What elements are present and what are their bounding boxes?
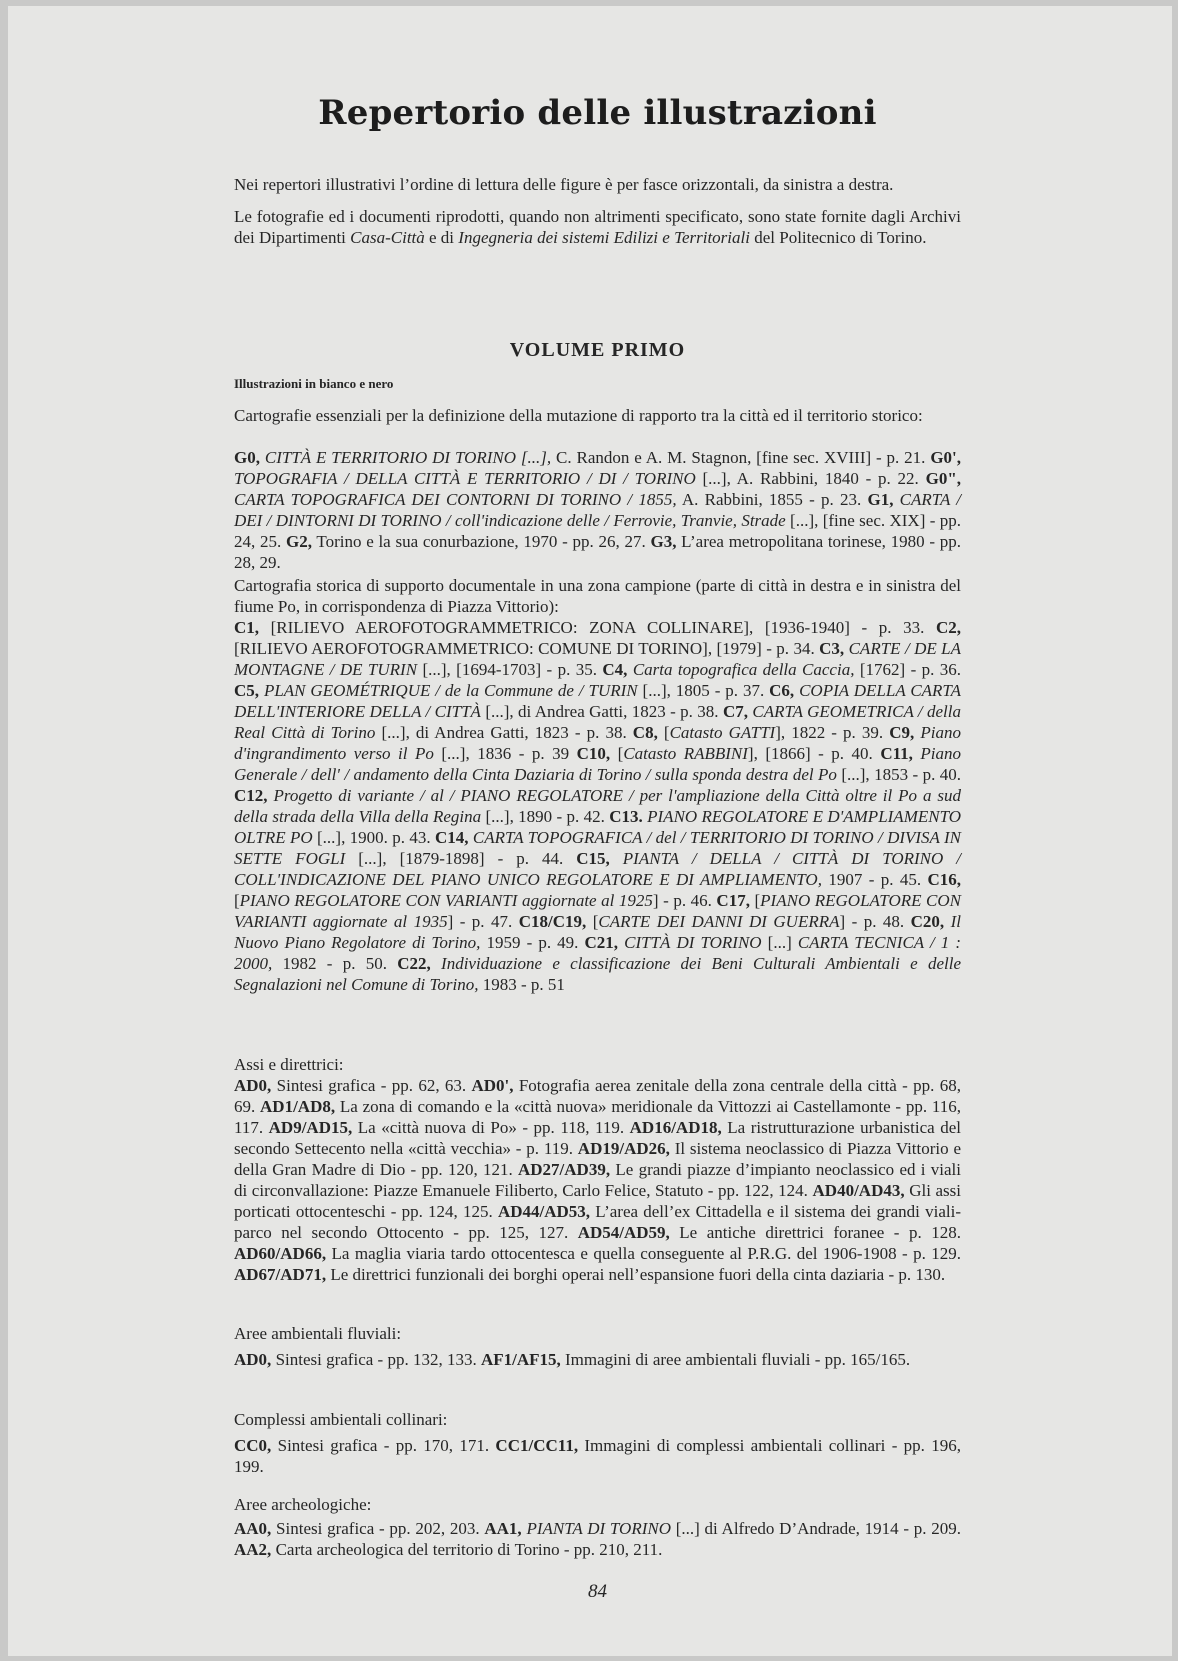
entry-text: Immagini di aree ambientali fluviali - pp. 165/165.: [560, 1350, 911, 1369]
entry-text: [...], di Andrea Gatti, 1823 - p. 38.: [480, 702, 723, 721]
assi-entries: [234, 1075, 961, 1285]
cartografie-heading: Cartografie essenziali per la definizione della mutazione di rapporto tra la città ed il territorio storico:: [234, 406, 923, 425]
entry-code: CC1/CC11,: [495, 1436, 579, 1455]
entry-code: G2,: [285, 532, 312, 551]
entry-text: [...], 1836 - p. 39: [433, 744, 577, 763]
section-subheading: Illustrazioni in bianco e nero: [234, 376, 394, 391]
entry-title: CARTE DEI DANNI DI GUERRA: [598, 912, 840, 931]
entry-text: [: [657, 723, 670, 742]
entry-title: COPIA DELLA CARTA DELL'INTERIORE DELLA / CITTÀ: [234, 681, 962, 721]
entry-text: Le grandi piazze d’impianto neoclassico ed i viali di circonvallazione: Piazze Emanuele Filiberto, Carlo Felice, Statuto - pp. 122, 124.: [234, 1160, 961, 1200]
entry-title: Individuazione e classificazione dei Beni Culturali Ambientali e delle Segnalazioni nel Comune di Torino,: [234, 954, 961, 994]
entry-text: Sintesi grafica - pp. 202, 203.: [271, 1519, 485, 1538]
entry-code: G0',: [930, 448, 962, 467]
entry-code: C1,: [234, 618, 260, 637]
entry-code: AD0',: [471, 1076, 514, 1095]
entry-text: Carta archeologica del territorio di Torino - pp. 210, 211.: [271, 1540, 663, 1559]
entry-text: La ristrutturazione urbanistica del secondo Settecento nella «città vecchia» - p. 119.: [234, 1118, 961, 1158]
entry-code: AA0,: [234, 1519, 272, 1538]
entry-text: 1907 - p. 45.: [821, 870, 928, 889]
entry-title: TOPOGRAFIA / DELLA CITTÀ E TERRITORIO / DI / TORINO: [234, 469, 696, 488]
entry-text: ], [1866] - p. 40.: [747, 744, 881, 763]
entry-code: C18/C19,: [518, 912, 587, 931]
entry-text: [: [610, 744, 624, 763]
archeologiche-heading: Aree archeologiche:: [234, 1495, 372, 1514]
entry-title: Piano d'ingrandimento verso il Po: [234, 723, 961, 763]
volume-heading: VOLUME PRIMO: [509, 339, 686, 361]
entry-code: C21,: [584, 933, 619, 952]
entry-code: C7,: [722, 702, 748, 721]
entry-text: Il sistema neoclassico di Piazza Vittorio e della Gran Madre di Dio - pp. 120, 121.: [234, 1139, 961, 1179]
entry-text: [1762] - p. 36.: [854, 660, 962, 679]
intro-sources: [234, 206, 961, 248]
entry-title: PIANO REGOLATORE E D'AMPLIAMENTO OLTRE PO: [234, 807, 962, 847]
entry-text: ], 1822 - p. 39.: [775, 723, 890, 742]
entry-code: C15,: [576, 849, 610, 868]
page: [8, 6, 1172, 1656]
page-number: 84: [588, 1581, 607, 1602]
entry-title: CARTA / DEI / DINTORNI DI TORINO / coll'indicazione delle / Ferrovie, Tranvie, Strade: [234, 490, 961, 530]
entry-title: PIANTA / DELLA / CITTÀ DI TORINO / COLL'INDICAZIONE DEL PIANO UNICO REGOLATORE E DI AMPLIAMENTO,: [234, 849, 962, 889]
entry-code: AD0,: [234, 1076, 272, 1095]
entry-text: L’area metropolitana torinese, 1980 - pp. 28, 29.: [234, 532, 962, 572]
intro-sources-text-2: e di: [424, 228, 459, 247]
entry-code: G3,: [650, 532, 677, 551]
entry-text: [...]: [761, 933, 798, 952]
entry-text: A. Rabbini, 1855 - p. 23.: [676, 490, 868, 509]
entry-code: C3,: [819, 639, 845, 658]
cartografie-entries: [234, 447, 961, 573]
entry-title: CITTÀ DI TORINO: [624, 933, 762, 952]
entry-code: AD19/AD26,: [577, 1139, 670, 1158]
entry-text: Sintesi grafica - pp. 170, 171.: [271, 1436, 496, 1455]
entry-code: AD16/AD18,: [629, 1118, 722, 1137]
entry-title: PIANO REGOLATORE CON VARIANTI aggiornate al 1925: [239, 891, 653, 910]
entry-text: C. Randon e A. M. Stagnon, [fine sec. XVIII] - p. 21.: [551, 448, 931, 467]
entry-text: [...] di Alfredo D’Andrade, 1914 - p. 209.: [670, 1519, 962, 1538]
assi-heading: Assi e direttrici:: [234, 1055, 344, 1074]
entry-text: ] - p. 48.: [839, 912, 911, 931]
entry-code: AD27/AD39,: [518, 1160, 611, 1179]
entry-text: [...], 1853 - p. 40.: [836, 765, 961, 784]
entry-text: 1983 - p. 51: [478, 975, 565, 994]
entry-title: Il Nuovo Piano Regolatore di Torino,: [234, 912, 961, 952]
entry-code: AF1/AF15,: [480, 1350, 561, 1369]
entry-code: C14,: [435, 828, 469, 847]
entry-text: Fotografia aerea zenitale della zona centrale della città - pp. 68, 69.: [234, 1076, 961, 1116]
aree-fluviali-entries: [234, 1349, 961, 1370]
entry-code: G0",: [925, 469, 962, 488]
entry-title: CARTA TOPOGRAFICA / del / TERRITORIO DI TORINO / DIVISA IN SETTE FOGLI: [234, 828, 961, 868]
entry-text: Sintesi grafica - pp. 132, 133.: [271, 1350, 481, 1369]
complessi-heading: Complessi ambientali collinari:: [234, 1410, 448, 1429]
intro-reading-order: Nei repertori illustrativi l’ordine di lettura delle figure è per fasce orizzontali, da sinistra a destra.: [234, 175, 894, 194]
entry-code: C17,: [716, 891, 750, 910]
entry-text: Sintesi grafica - pp. 62, 63.: [271, 1076, 472, 1095]
intro-sources-text-1: Le fotografie ed i documenti riprodotti, quando non altrimenti specificato, sono state fornite dagli Archivi dei Dipartimenti: [234, 207, 961, 247]
entry-title: PIANTA DI TORINO: [526, 1519, 671, 1538]
entry-code: AD40/AD43,: [812, 1181, 905, 1200]
entry-code: G1,: [867, 490, 894, 509]
entry-code: C13.: [609, 807, 643, 826]
entry-text: ] - p. 47.: [447, 912, 519, 931]
entry-text: [...], 1805 - p. 37.: [637, 681, 770, 700]
entry-title: CARTE / DE LA MONTAGNE / DE TURIN: [234, 639, 962, 679]
entry-title: Catasto GATTI: [669, 723, 776, 742]
entry-title: CARTA TOPOGRAFICA DEI CONTORNI DI TORINO / 1855,: [234, 490, 677, 509]
entry-text: [...], A. Rabbini, 1840 - p. 22.: [695, 469, 926, 488]
archeologiche-entries: [234, 1518, 961, 1560]
entry-code: AD0,: [234, 1350, 272, 1369]
entry-code: AD1/AD8,: [260, 1097, 336, 1116]
aree-fluviali-heading: Aree ambientali fluviali:: [234, 1324, 402, 1343]
entry-text: Le direttrici funzionali dei borghi operai nell’espansione fuori della cinta daziaria - p. 130.: [326, 1265, 946, 1284]
entry-code: C12,: [234, 786, 268, 805]
entry-code: C22,: [397, 954, 431, 973]
entry-code: AD44/AD53,: [497, 1202, 591, 1221]
entry-code: C20,: [910, 912, 945, 931]
entry-code: C5,: [234, 681, 260, 700]
cartografia-storica-entries: [234, 617, 961, 995]
entry-code: C9,: [889, 723, 915, 742]
entry-title: CITTÀ E TERRITORIO DI TORINO [...],: [264, 448, 552, 467]
entry-text: [...], [fine sec. XIX] - pp. 24, 25.: [234, 511, 961, 551]
entry-text: [...], 1890 - p. 42.: [481, 807, 610, 826]
entry-text: [RILIEVO AEROFOTOGRAMMETRICO: COMUNE DI TORINO], [1979] - p. 34.: [234, 639, 820, 658]
page-title: Repertorio delle illustrazioni: [318, 93, 877, 133]
entry-code: C16,: [927, 870, 961, 889]
entry-code: AD67/AD71,: [234, 1265, 327, 1284]
entry-text: [...], 1900. p. 43.: [312, 828, 436, 847]
entry-code: AD60/AD66,: [234, 1244, 327, 1263]
entry-title: Piano Generale / dell' / andamento della Cinta Daziaria di Torino / sulla sponda destra del Po: [234, 744, 962, 784]
complessi-entries: [234, 1435, 961, 1477]
entry-text: L’area dell’ex Cittadella e il sistema dei grandi viali-parco nel secondo Ottocento - pp. 125, 127.: [234, 1202, 961, 1242]
entry-code: C4,: [602, 660, 628, 679]
entry-title: Progetto di variante / al / PIANO REGOLATORE / per l'ampliazione della Città oltre il Po a sud della strada della Villa della Regina: [234, 786, 961, 826]
entry-code: G0,: [234, 448, 260, 467]
entry-code: C2,: [935, 618, 961, 637]
entry-title: Carta topografica della Caccia,: [632, 660, 855, 679]
entry-code: AA1,: [484, 1519, 522, 1538]
entry-title: CARTA GEOMETRICA / della Real Città di Torino: [234, 702, 961, 742]
entry-text: Torino e la sua conurbazione, 1970 - pp. 26, 27.: [311, 532, 651, 551]
entry-text: [: [586, 912, 599, 931]
entry-code: C11,: [880, 744, 913, 763]
entry-title: Catasto RABBINI: [623, 744, 748, 763]
entry-text: La zona di comando e la «città nuova» meridionale da Vittozzi ai Castellamonte - pp. 116, 117.: [234, 1097, 961, 1137]
entry-text: [: [749, 891, 761, 910]
entry-text: [610, 849, 623, 868]
entry-code: CC0,: [234, 1436, 272, 1455]
entry-text: [...], [1879-1898] - p. 44.: [345, 849, 577, 868]
intro-sources-dept-2: Ingegneria dei sistemi Edilizi e Territoriali: [458, 228, 750, 247]
entry-text: Le antiche direttrici foranee - p. 128.: [669, 1223, 961, 1242]
entry-code: AD9/AD15,: [268, 1118, 353, 1137]
entry-text: [...], [1694-1703] - p. 35.: [417, 660, 603, 679]
entry-code: C8,: [632, 723, 658, 742]
entry-text: ] - p. 46.: [652, 891, 717, 910]
entry-text: Gli assi porticati ottocenteschi - pp. 124, 125.: [234, 1181, 961, 1221]
entry-text: La maglia viaria tardo ottocentesca e quella conseguente al P.R.G. del 1906-1908 - p. 129.: [326, 1244, 961, 1263]
entry-code: AA2,: [234, 1540, 272, 1559]
cartografia-storica-heading: Cartografia storica di supporto documentale in una zona campione (parte di città in destra e in sinistra del fiume Po, in corrispondenza di Piazza Vittorio):: [234, 576, 961, 616]
intro-sources-text-3: del Politecnico di Torino.: [749, 228, 927, 247]
entry-code: C6,: [769, 681, 795, 700]
entry-text: [...], di Andrea Gatti, 1823 - p. 38.: [375, 723, 633, 742]
entry-text: La «città nuova di Po» - pp. 118, 119.: [352, 1118, 630, 1137]
entry-title: PLAN GEOMÉTRIQUE / de la Commune de / TURIN: [263, 681, 638, 700]
entry-text: [: [234, 891, 240, 910]
entry-text: [431, 954, 441, 973]
intro-sources-dept-1: Casa-Città: [350, 228, 425, 247]
entry-code: C10,: [576, 744, 611, 763]
entry-code: AD54/AD59,: [577, 1223, 670, 1242]
entry-text: 1982 - p. 50.: [272, 954, 398, 973]
entry-text: [RILIEVO AEROFOTOGRAMMETRICO: ZONA COLLINARE], [1936-1940] - p. 33.: [259, 618, 936, 637]
entry-title: PIANO REGOLATORE CON VARIANTI aggiornate al 1935: [234, 891, 961, 931]
entry-text: Immagini di complessi ambientali collinari - pp. 196, 199.: [234, 1436, 961, 1476]
entry-text: 1959 - p. 49.: [480, 933, 585, 952]
entry-title: CARTA TECNICA / 1 : 2000,: [234, 933, 961, 973]
